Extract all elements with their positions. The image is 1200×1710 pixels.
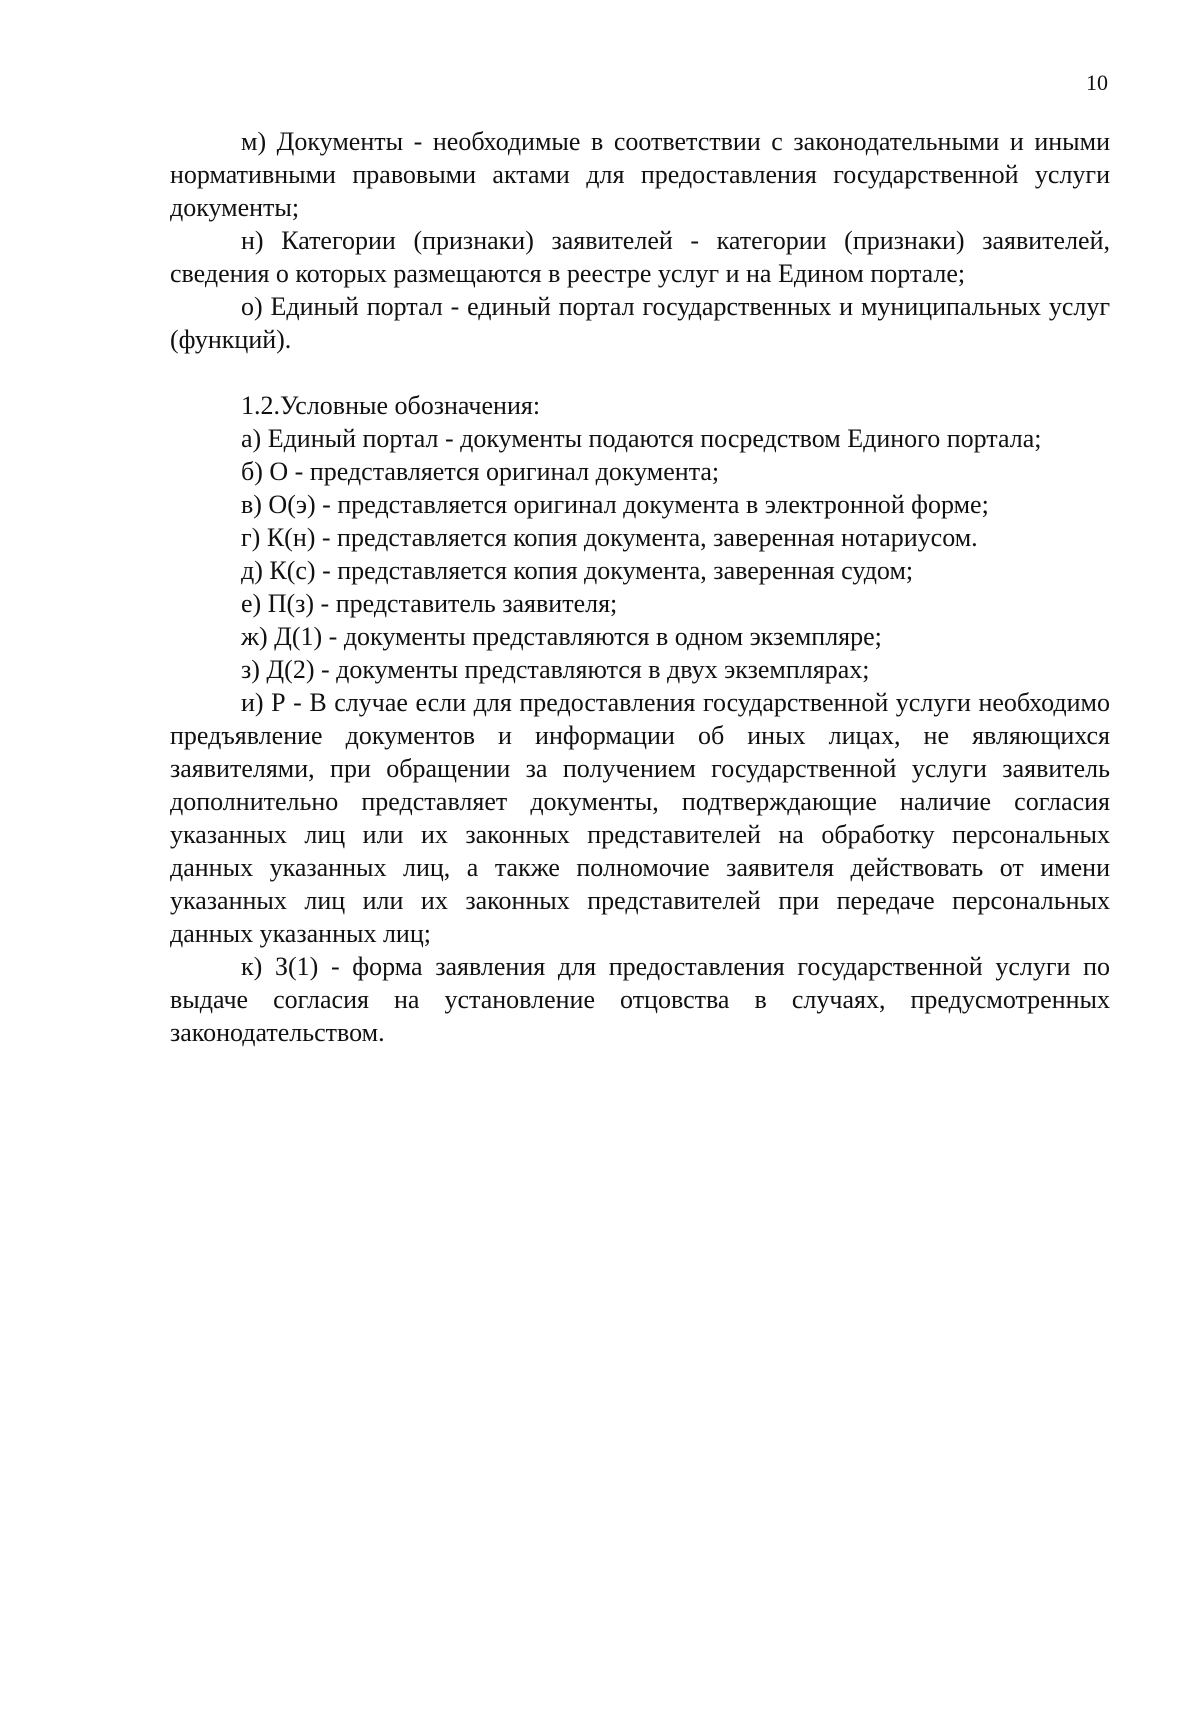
page-number: 10	[1086, 70, 1108, 95]
definition-n: н) Категории (признаки) заявителей - категории (признаки) заявителей, сведения о которых размещаются в реестре услуг и на Едином портале;	[170, 226, 1110, 288]
legend-item-d: д) К(с) - представляется копия документа, заверенная судом;	[241, 556, 914, 585]
legend-item-a: а) Единый портал - документы подаются посредством Единого портала;	[241, 424, 1042, 453]
document-body	[170, 125, 1110, 1049]
definition-m: м) Документы - необходимые в соответствии с законодательными и иными нормативными правовыми актами для предоставления государственной услуги документы;	[170, 127, 1110, 222]
legend-item-zh: ж) Д(1) - документы представляются в одном экземпляре;	[241, 622, 882, 651]
legend-item-g: г) К(н) - представляется копия документа, заверенная нотариусом.	[241, 523, 978, 552]
legend-heading: 1.2.Условные обозначения:	[241, 391, 541, 420]
definition-o: о) Единый портал - единый портал государственных и муниципальных услуг (функций).	[170, 292, 1110, 354]
legend-item-v: в) О(э) - представляется оригинал документа в электронной форме;	[241, 490, 989, 519]
paragraph-gap	[170, 356, 1110, 389]
legend-item-b: б) О - представляется оригинал документа;	[241, 457, 720, 486]
legend-item-i: и) Р - В случае если для предоставления государственной услуги необходимо предъявление документов и информации об иных лицах, не являющихся заявителями, при обращении за получением государственной услуги заявитель дополнительно представляет документы, подтверждающие наличие согласия указанных лиц или их законных представителей на обработку персональных данных указанных лиц, а также полномочие заявителя действовать от имени указанных лиц или их законных представителей при передаче персональных данных указанных лиц;	[170, 688, 1110, 948]
legend-item-z: з) Д(2) - документы представляются в двух экземплярах;	[241, 655, 870, 684]
legend-item-k: к) З(1) - форма заявления для предоставления государственной услуги по выдаче согласия на установление отцовства в случаях, предусмотренных законодательством.	[170, 952, 1110, 1047]
legend-item-e: е) П(з) - представитель заявителя;	[241, 589, 618, 618]
